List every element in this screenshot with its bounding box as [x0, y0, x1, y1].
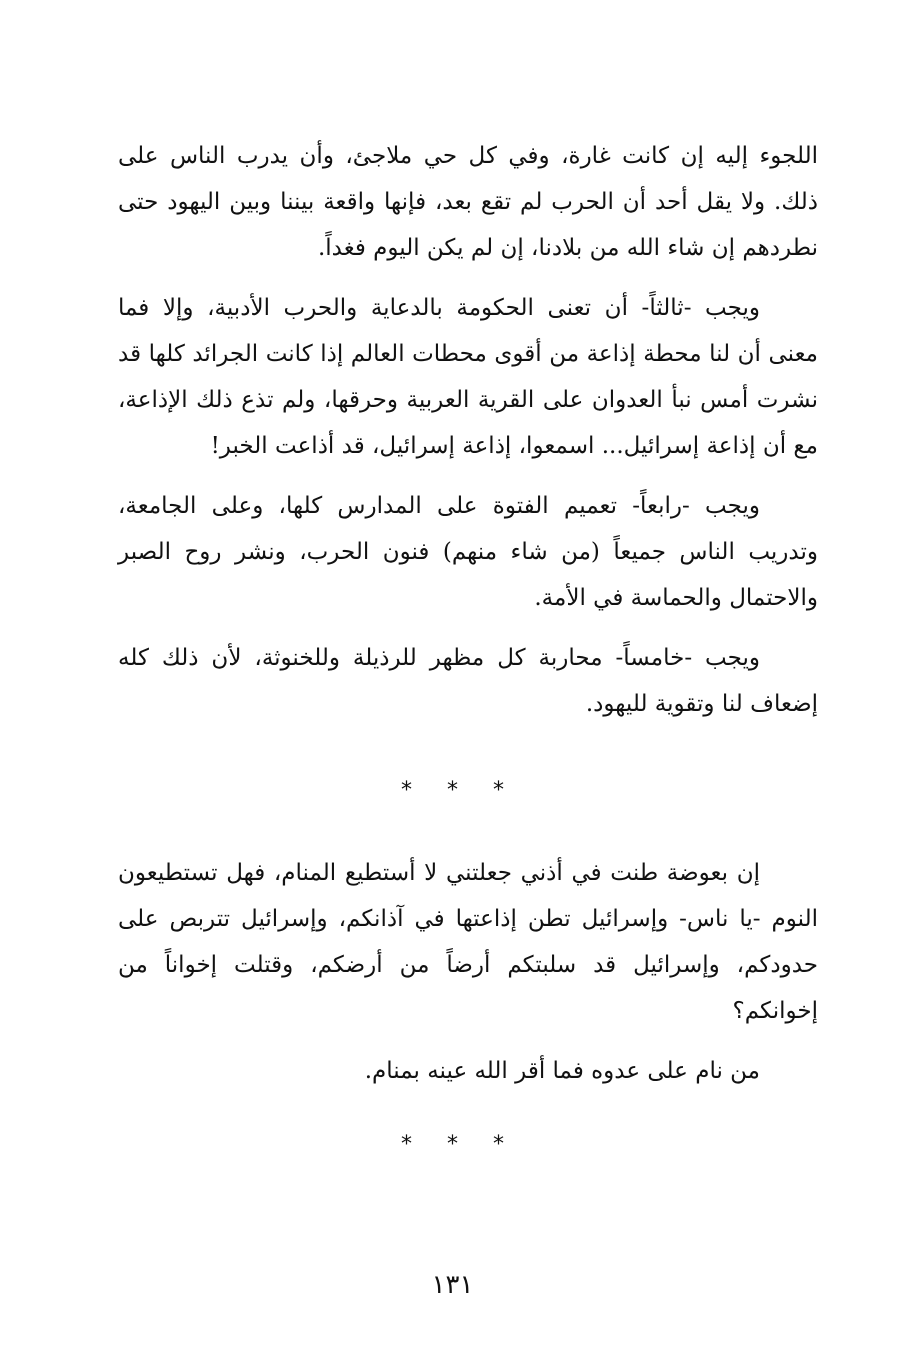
- paragraph-proverb: من نام على عدوه فما أقر الله عينه بمنام.: [364, 1058, 760, 1084]
- separator-star: *: [447, 1132, 458, 1157]
- separator-star: *: [493, 778, 504, 803]
- page-number: ١٣١: [431, 1270, 474, 1300]
- separator-star: *: [493, 1132, 504, 1157]
- paragraph-fourth-point: ويجب -رابعاً- تعميم الفتوة على المدارس كلها، وعلى الجامعة، وتدريب الناس جميعاً (من شاء منهم) فنون الحرب، ونشر روح الصبر والاحتمال والحماسة في الأمة.: [118, 493, 818, 611]
- separator-star: *: [401, 778, 412, 803]
- paragraph-third-point: ويجب -ثالثاً- أن تعنى الحكومة بالدعاية والحرب الأدبية، وإلا فما معنى أن لنا محطة إذاعة من أقوى محطات العالم إذا كانت الجرائد كلها قد نشرت أمس نبأ العدوان على القرية العربية وحرقها، ولم تذع ذلك الإذاعة، مع أن إذاعة إسرائيل... اسمعوا، إذاعة إسرائيل، قد أذاعت الخبر!: [118, 295, 818, 459]
- section-separator-1: [0, 778, 905, 803]
- separator-star: *: [447, 778, 458, 803]
- paragraph-fifth-point: ويجب -خامساً- محاربة كل مظهر للرذيلة وللخنوثة، لأن ذلك كله إضعاف لنا وتقوية لليهود.: [118, 645, 818, 717]
- paragraph-mosquito: إن بعوضة طنت في أذني جعلتني لا أستطيع المنام، فهل تستطيعون النوم -يا ناس- وإسرائيل تطن إذاعتها في آذانكم، وإسرائيل تتربص على حدودكم، وإسرائيل قد سلبتكم أرضاً من أرضكم، وقتلت إخواناً من إخوانكم؟: [118, 860, 818, 1024]
- separator-star: *: [401, 1132, 412, 1157]
- section-separator-2: [0, 1132, 905, 1157]
- paragraph-continuation: اللجوء إليه إن كانت غارة، وفي كل حي ملاجئ، وأن يدرب الناس على ذلك. ولا يقل أحد أن الحرب لم تقع بعد، فإنها واقعة بيننا وبين اليهود حتى نطردهم إن شاء الله من بلادنا، إن لم يكن اليوم فغداً.: [118, 143, 818, 261]
- text-block-bottom: [118, 850, 818, 1094]
- text-block-top: [118, 133, 818, 727]
